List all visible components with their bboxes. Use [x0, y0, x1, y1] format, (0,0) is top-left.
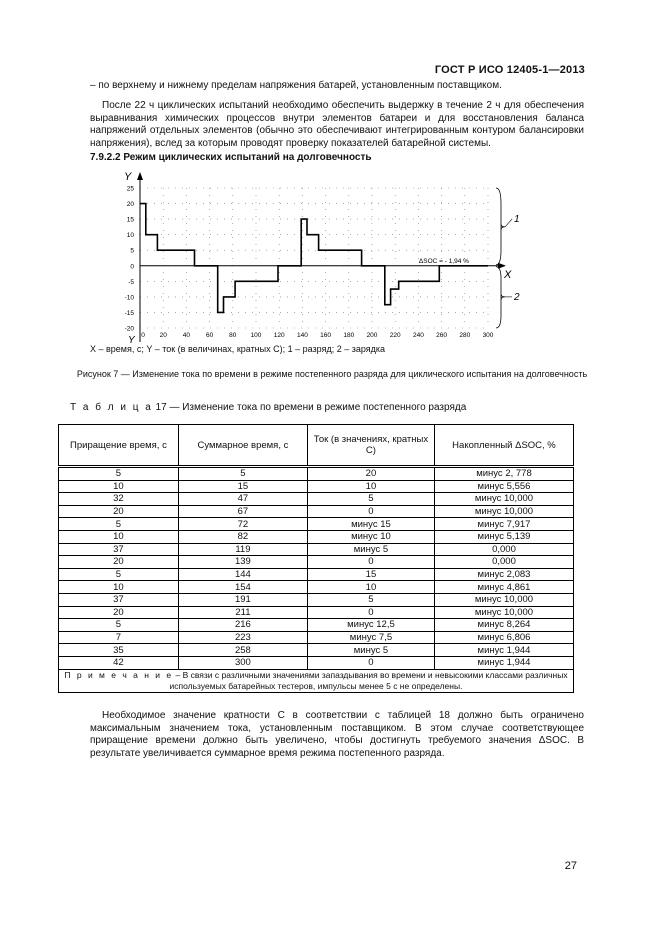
- time-current-table: [58, 424, 574, 693]
- header-current: Ток (в значениях, кратных C): [307, 425, 434, 467]
- figure-legend: X – время, с; Y – ток (в величинах, кратных C); 1 – разряд; 2 – зарядка: [90, 344, 386, 354]
- table-cell: минус 2,083: [434, 568, 573, 581]
- y-tick-label: -5: [128, 278, 134, 286]
- x-tick-label: 300: [482, 332, 494, 339]
- x-tick-label: 220: [389, 332, 401, 339]
- table-cell: 20: [59, 556, 179, 569]
- x-tick-label: 180: [343, 332, 355, 339]
- table-cell: минус 5,139: [434, 530, 573, 543]
- table-title: [70, 402, 466, 413]
- table-cell: 5: [307, 593, 434, 606]
- x-tick-label: 80: [229, 332, 237, 339]
- table-row: [59, 644, 574, 657]
- table-cell: 10: [59, 530, 179, 543]
- discharge-brace: [496, 188, 505, 265]
- table-cell: 42: [59, 656, 179, 669]
- paragraph-c-rate-text: Необходимое значение кратности C в соответствии с таблицей 18 должно быть ограничено максимальным значением тока, установленным поставщиком. В этом случае соответствующее приращение времени должно быть увеличено, чтобы достигнуть требуемого значения ΔSOC. В результате увеличивается суммарное время режима постепенного разряда.: [90, 710, 584, 759]
- table-cell: 119: [178, 543, 307, 556]
- table-cell: 223: [178, 631, 307, 644]
- table-cell: 258: [178, 644, 307, 657]
- table-cell: минус 10,000: [434, 606, 573, 619]
- table-cell: 32: [59, 493, 179, 506]
- x-tick-label: 260: [436, 332, 448, 339]
- table-note-prefix: П р и м е ч а н и е: [64, 670, 174, 680]
- table-row: [59, 467, 574, 481]
- table-cell: 0: [307, 656, 434, 669]
- table-row: [59, 556, 574, 569]
- table-cell: минус 8,264: [434, 619, 573, 632]
- table-note-row: [59, 669, 574, 692]
- table-row: [59, 568, 574, 581]
- table-note-text: – В связи с различными значениями запаздывания во времени и невысокими классами различных используемых батарейных тестеров, импульсы менее 5 с не определены.: [169, 670, 568, 691]
- table-row: [59, 631, 574, 644]
- table-header-row: [59, 425, 574, 467]
- table-cell: 211: [178, 606, 307, 619]
- table-cell: 5: [59, 619, 179, 632]
- header-total-time: Суммарное время, с: [178, 425, 307, 467]
- brace-label-discharge: 1: [514, 214, 520, 226]
- y-axis-letter-bottom: Y: [128, 335, 135, 344]
- table-cell: минус 12,5: [307, 619, 434, 632]
- table-cell: 154: [178, 581, 307, 594]
- table-row: [59, 581, 574, 594]
- y-tick-label: -20: [124, 325, 134, 333]
- table-row: [59, 619, 574, 632]
- table-cell: 5: [178, 467, 307, 481]
- table-cell: 0: [307, 556, 434, 569]
- table-cell: минус 10,000: [434, 593, 573, 606]
- table-title-text: 17 — Изменение тока по времени в режиме постепенного разряда: [152, 402, 467, 413]
- current-profile-chart: [110, 166, 530, 344]
- paragraph-voltage-limits: – по верхнему и нижнему пределам напряжения батарей, установленным поставщиком.: [90, 80, 502, 91]
- table-cell: 139: [178, 556, 307, 569]
- table-cell: минус 7,917: [434, 518, 573, 531]
- brace-label-charge: 2: [514, 291, 520, 303]
- table-cell: 5: [59, 467, 179, 481]
- table-cell: 0: [307, 505, 434, 518]
- x-tick-label: 20: [159, 332, 167, 339]
- y-tick-label: 20: [126, 201, 134, 209]
- table-cell: 216: [178, 619, 307, 632]
- table-cell: минус 5: [307, 543, 434, 556]
- y-tick-label: 15: [126, 216, 134, 224]
- page-number: 27: [564, 860, 577, 872]
- table-cell: 20: [59, 505, 179, 518]
- table-row: [59, 518, 574, 531]
- table-cell: 0,000: [434, 543, 573, 556]
- table-cell: минус 6,806: [434, 631, 573, 644]
- table-cell: минус 5: [307, 644, 434, 657]
- table-cell: 35: [59, 644, 179, 657]
- table-cell: 15: [178, 480, 307, 493]
- table-cell: 7: [59, 631, 179, 644]
- table-cell: минус 7,5: [307, 631, 434, 644]
- x-tick-label: 140: [296, 332, 308, 339]
- x-tick-label: 160: [320, 332, 332, 339]
- table-cell: минус 10: [307, 530, 434, 543]
- y-tick-label: 10: [126, 232, 134, 240]
- table-cell: минус 10,000: [434, 493, 573, 506]
- table-cell: 15: [307, 568, 434, 581]
- x-tick-label: 200: [366, 332, 378, 339]
- delta-soc-annotation: ΔSOC = - 1,94 %: [418, 257, 469, 265]
- table-cell: минус 10,000: [434, 505, 573, 518]
- table-row: [59, 543, 574, 556]
- discharge-leader: [505, 219, 512, 227]
- table-cell: 0,000: [434, 556, 573, 569]
- header-accumulated-soc: Накопленный ΔSOC, %: [434, 425, 573, 467]
- standard-header: ГОСТ Р ИСО 12405-1—2013: [434, 64, 585, 76]
- table-cell: 37: [59, 593, 179, 606]
- y-tick-label: 5: [130, 247, 134, 255]
- x-tick-label: 40: [182, 332, 191, 339]
- table-cell: 5: [307, 493, 434, 506]
- table-cell: минус 5,556: [434, 480, 573, 493]
- table-note: [59, 669, 574, 692]
- x-axis-letter: X: [504, 268, 512, 281]
- table-cell: минус 1,944: [434, 644, 573, 657]
- table-row: [59, 606, 574, 619]
- figure-caption: Рисунок 7 — Изменение тока по времени в режиме постепенного разряда для циклического испытания на долговечность: [76, 369, 588, 379]
- table-cell: 10: [307, 480, 434, 493]
- table-title-prefix: Т а б л и ц а: [70, 402, 153, 413]
- section-title: 7.9.2.2 Режим циклических испытаний на долговечность: [90, 152, 372, 163]
- x-tick-label: 120: [273, 332, 285, 339]
- table-cell: 47: [178, 493, 307, 506]
- table-cell: минус 2, 778: [434, 467, 573, 481]
- table-row: [59, 656, 574, 669]
- table-cell: минус 4,861: [434, 581, 573, 594]
- table-cell: 67: [178, 505, 307, 518]
- table-cell: 10: [307, 581, 434, 594]
- y-axis-letter: Y: [124, 171, 132, 183]
- paragraph-cycle-rest: [90, 100, 584, 150]
- table-cell: 72: [178, 518, 307, 531]
- x-tick-label: 280: [459, 332, 471, 339]
- table-cell: 37: [59, 543, 179, 556]
- table-cell: 191: [178, 593, 307, 606]
- table-row: [59, 593, 574, 606]
- table-cell: минус 1,944: [434, 656, 573, 669]
- y-axis-arrow: [137, 172, 143, 180]
- table-cell: 20: [307, 467, 434, 481]
- y-tick-label: 25: [126, 185, 134, 193]
- y-tick-label: 0: [130, 263, 134, 271]
- header-increment: Приращение время, с: [59, 425, 179, 467]
- x-tick-label: 0: [141, 332, 145, 339]
- table-cell: 10: [59, 581, 179, 594]
- table-cell: 10: [59, 480, 179, 493]
- table-row: [59, 530, 574, 543]
- table-cell: минус 15: [307, 518, 434, 531]
- paragraph-c-rate: [90, 710, 584, 760]
- table-cell: 5: [59, 568, 179, 581]
- table-cell: 0: [307, 606, 434, 619]
- table-cell: 20: [59, 606, 179, 619]
- x-tick-label: 100: [250, 332, 262, 339]
- table-row: [59, 480, 574, 493]
- paragraph-cycle-rest-text: После 22 ч циклических испытаний необходимо обеспечить выдержку в течение 2 ч для обеспечения выравнивания химических процессов внутри элементов батареи и для восстановления баланса напряжений отдельных элементов (обычно это обеспечивают интегрированным контуром балансировки напряжения), вслед за которым проводят проверку показателей батарейной системы.: [90, 100, 584, 149]
- y-tick-label: -15: [124, 309, 134, 317]
- x-tick-label: 240: [412, 332, 424, 339]
- y-tick-label: -10: [124, 294, 134, 302]
- x-tick-label: 60: [205, 332, 214, 339]
- table-cell: 82: [178, 530, 307, 543]
- table-row: [59, 493, 574, 506]
- table-cell: 144: [178, 568, 307, 581]
- table-cell: 5: [59, 518, 179, 531]
- table-row: [59, 505, 574, 518]
- table-cell: 300: [178, 656, 307, 669]
